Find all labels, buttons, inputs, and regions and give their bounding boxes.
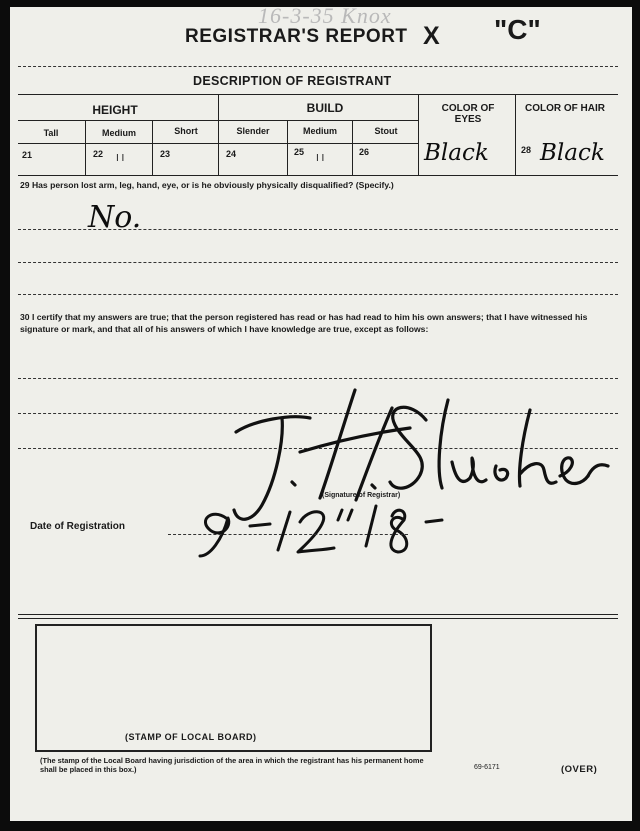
eye-color-value: Black bbox=[424, 140, 489, 166]
divider bbox=[18, 614, 618, 615]
question-29: 29 Has person lost arm, leg, hand, eye, or is he obviously physically disqualified? (Specify.) bbox=[20, 180, 394, 190]
stamp-footnote: (The stamp of the Local Board having jurisdiction of the area in which the registrant has his permanent home shall be placed in this box.) bbox=[40, 756, 424, 774]
eye-color-header: COLOR OF EYES bbox=[441, 103, 495, 125]
medium-height-label: Medium bbox=[101, 128, 136, 138]
tall-label: Tall bbox=[43, 128, 59, 138]
slender-label: Slender bbox=[236, 126, 270, 136]
section-title: DESCRIPTION OF REGISTRANT bbox=[193, 74, 392, 88]
medium-build-label: Medium bbox=[302, 126, 337, 136]
class-mark: "C" bbox=[494, 14, 541, 45]
question-30: 30 I certify that my answers are true; that the person registered has read or has had read to him his own answers; that I have witnessed his signature or mark, and that all of his answers of which I have knowledge are true, except as follows: bbox=[20, 312, 588, 334]
date-line bbox=[168, 534, 408, 535]
field-25: 25 bbox=[294, 147, 305, 157]
hair-color-value: Black bbox=[540, 140, 605, 166]
divider bbox=[18, 618, 618, 619]
x-mark: X bbox=[423, 22, 440, 50]
medium-build-mark: I I bbox=[316, 153, 325, 164]
build-header: BUILD bbox=[306, 101, 344, 115]
stout-label: Stout bbox=[374, 126, 398, 136]
field-21: 21 bbox=[22, 150, 33, 160]
field-26: 26 bbox=[359, 147, 370, 157]
field-24: 24 bbox=[226, 149, 237, 159]
field-28: 28 bbox=[521, 145, 532, 155]
hair-color-header: COLOR OF HAIR bbox=[525, 103, 605, 114]
over-label: (OVER) bbox=[561, 764, 598, 775]
height-header: HEIGHT bbox=[92, 103, 138, 117]
form-title: REGISTRAR'S REPORT bbox=[185, 26, 408, 47]
stamp-label: (STAMP OF LOCAL BOARD) bbox=[125, 732, 257, 742]
form-number: 69-6171 bbox=[474, 764, 500, 771]
field-22: 22 bbox=[93, 149, 104, 159]
date-of-registration-label: Date of Registration bbox=[30, 521, 126, 532]
question-29-answer: No. bbox=[88, 200, 142, 235]
short-label: Short bbox=[174, 126, 198, 136]
field-23: 23 bbox=[160, 149, 171, 159]
medium-height-mark: I I bbox=[116, 153, 125, 164]
handwritten-top-note: 16-3-35 Knox bbox=[258, 3, 392, 28]
signature-caption: (Signature of Registrar) bbox=[322, 492, 401, 499]
